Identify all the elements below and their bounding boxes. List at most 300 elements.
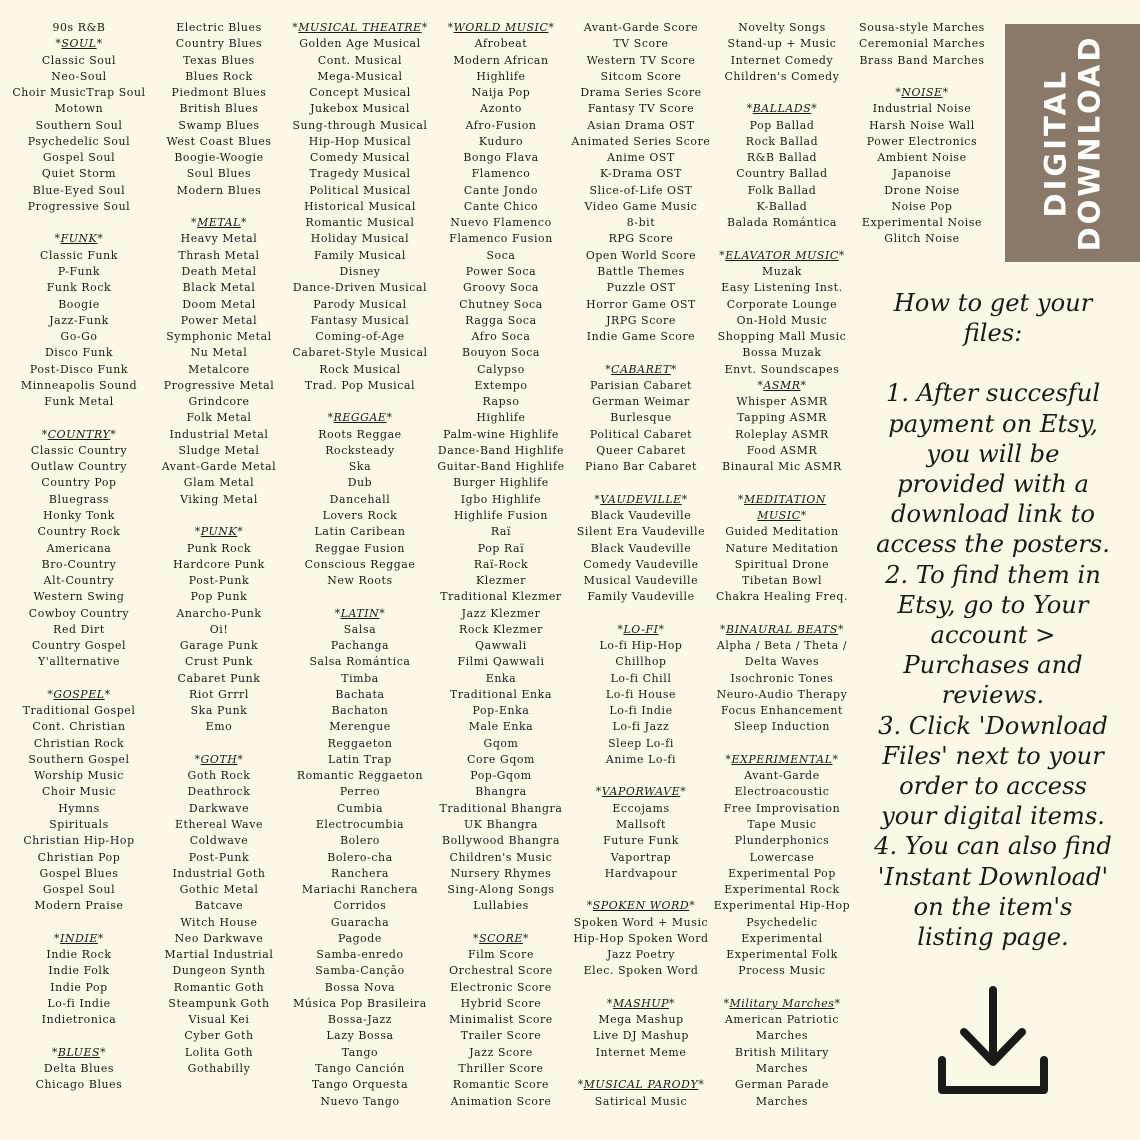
genre-item: Raï (490, 525, 512, 539)
genre-item: Internet Meme (595, 1045, 687, 1059)
blank-line (570, 606, 712, 622)
genre-item: Jukebox Musical (310, 102, 410, 116)
category-heading: *INDIE* (54, 931, 104, 945)
genre-item: Hip-Hop Musical (308, 134, 412, 148)
genre-item: Dance-Driven Musical (292, 281, 428, 295)
genre-item: Cante Chico (463, 199, 539, 213)
genre-item: Guided Meditation (725, 525, 839, 539)
category-heading: *BALLADS* (746, 102, 818, 116)
genre-item: Indie Game Score (586, 330, 696, 344)
blank-line (148, 199, 290, 215)
category-heading: *GOSPEL* (47, 687, 111, 701)
genre-item: Disco Funk (44, 346, 114, 360)
genre-item: Guitar-Band Highlife (437, 460, 565, 474)
genre-item: Latin Caribean (314, 525, 406, 539)
genre-item: Symphonic Metal (166, 330, 272, 344)
genre-item: Isochronic Tones (730, 671, 834, 685)
genre-item: Ranchera (330, 866, 389, 880)
genre-item: Bhangra (475, 785, 527, 799)
genre-item: Comedy Vaudeville (583, 557, 699, 571)
genre-item: Chutney Soca (459, 297, 543, 311)
genre-item: Tragedy Musical (309, 167, 411, 181)
genre-item: Ethereal Wave (174, 818, 263, 832)
genre-item: Tango Orquesta (311, 1078, 409, 1092)
genre-item: Historical Musical (304, 199, 416, 213)
genre-item: Chicago Blues (35, 1078, 123, 1092)
genre-item: Traditional Gospel (22, 704, 136, 718)
category-heading: *REGGAE* (327, 411, 393, 425)
genre-item: JRPG Score (606, 313, 676, 327)
genre-item: Salsa (343, 622, 377, 636)
instructions-step-4: 4. You can also find 'Instant Download' on the item's listing page. (874, 832, 1112, 952)
genre-item: Latin Trap (328, 752, 392, 766)
genre-item: Family Vaudeville (587, 590, 695, 604)
genre-item: Harsh Noise Wall (869, 118, 975, 132)
category-heading: MUSIC* (757, 508, 807, 522)
genre-item: Pop-Gqom (470, 769, 532, 783)
genre-item: Indie Folk (48, 964, 110, 978)
genre-item: Riot Grrrl (189, 687, 249, 701)
genre-item: Disney (339, 264, 381, 278)
genre-item: Lolita Goth (184, 1045, 254, 1059)
genre-item: Metalcore (188, 362, 250, 376)
badge-text (1039, 35, 1107, 252)
genre-item: Future Funk (603, 834, 679, 848)
genre-item: Spiritual Drone (734, 557, 830, 571)
genre-item: Spirituals (49, 818, 109, 832)
genre-item: 8-bit (626, 216, 656, 230)
genre-item: Bolero (340, 834, 380, 848)
genre-item: Orchestral Score (449, 964, 553, 978)
genre-item: Coming-of-Age (315, 330, 405, 344)
genre-item: Tango Canción (315, 1062, 405, 1075)
genre-item: Lo-fi House (605, 687, 677, 701)
download-icon (934, 982, 1052, 1100)
genre-item: Political Musical (309, 183, 411, 197)
genre-item: UK Bhangra (464, 818, 538, 832)
genre-item: Garage Punk (179, 639, 259, 653)
genre-item: Children's Comedy (724, 69, 840, 83)
blank-line (711, 475, 853, 491)
genre-item: Black Vaudeville (590, 541, 692, 555)
category-heading: *GOTH* (194, 752, 244, 766)
category-heading: *MUSICAL THEATRE* (292, 21, 428, 34)
category-heading: *Military Marches* (723, 996, 841, 1010)
genre-item: Cyber Goth (184, 1029, 254, 1043)
genre-item: Perreo (339, 785, 381, 799)
category-heading: *SOUL* (55, 37, 103, 51)
genre-item: Afro-Fusion (465, 118, 537, 132)
genre-item: Ska Punk (190, 704, 248, 718)
genre-item: Experimental Rock (724, 883, 840, 897)
category-heading: *MEDITATION (737, 492, 827, 506)
genre-item: Rock Ballad (745, 134, 819, 148)
genre-item: Romantic Score (452, 1078, 550, 1092)
genre-item: Go-Go (60, 330, 98, 344)
genre-item: Nature Meditation (725, 541, 839, 555)
genre-item: Glitch Noise (884, 232, 960, 246)
genre-item: Indie Pop (50, 980, 108, 994)
category-heading: *NOISE* (895, 86, 949, 100)
blank-line (8, 915, 150, 931)
genre-item: Tibetan Bowl (741, 574, 823, 588)
genre-item: Southern Gospel (28, 752, 130, 766)
genre-item: Ragga Soca (465, 313, 537, 327)
genre-item: Southern Soul (35, 118, 123, 132)
genre-item: Delta Blues (43, 1062, 115, 1075)
genre-item: Classic Country (30, 443, 128, 457)
genre-item: Naija Pop (471, 86, 531, 100)
genre-item: Classic Soul (41, 53, 117, 67)
genre-item: Pop Punk (190, 590, 248, 604)
genre-item: Anime OST (607, 151, 675, 165)
genre-item: Conscious Reggae (304, 557, 416, 571)
genre-item: Dance-Band Highlife (437, 443, 565, 457)
genre-item: Sousa-style Marches (859, 21, 985, 34)
category-heading: *COUNTRY* (41, 427, 117, 441)
genre-item: Spoken Word + Music (573, 915, 709, 929)
genre-item: Cante Jondo (463, 183, 539, 197)
genre-item: Honky Tonk (43, 508, 115, 522)
genre-item: Christian Pop (37, 850, 121, 864)
digital-download-badge (1005, 24, 1140, 262)
genre-item: Electrocumbia (315, 818, 405, 832)
genre-item: Puzzle OST (606, 281, 676, 295)
genre-item: Lullabies (473, 899, 529, 913)
instructions-title: How to get your files: (893, 289, 1093, 348)
genre-item: Outlaw Country (30, 460, 128, 474)
genre-item: Americana (46, 541, 112, 555)
genre-item: Highlife (476, 69, 526, 83)
genre-item: Chillhop (615, 655, 667, 669)
blank-line (8, 410, 150, 426)
genre-item: Modern Praise (34, 899, 124, 913)
genre-item: Lo-fi Hip-Hop (599, 639, 683, 653)
genre-item: Drone Noise (884, 183, 960, 197)
genre-item: Merengue (329, 720, 391, 734)
genre-item: Live DJ Mashup (593, 1029, 689, 1043)
badge-line-1: DIGITAL (1038, 68, 1073, 218)
genre-item: Motown (54, 102, 104, 116)
genre-item: Trad. Pop Musical (304, 378, 416, 392)
genre-item: Alpha / Beta / Theta / (716, 639, 848, 653)
genre-item: Avant-Garde (744, 769, 820, 783)
genre-item: Bro-Country (41, 557, 117, 571)
genre-item: Rapso (482, 395, 520, 409)
genre-item: Rock Klezmer (459, 622, 543, 636)
genre-item: Comedy Musical (310, 151, 410, 165)
instructions-step-3: 3. Click 'Download Files' next to your order to access your digital items. (878, 711, 1108, 831)
genre-item: Cont. Christian (32, 720, 126, 734)
genre-item: 90s R&B (52, 21, 106, 34)
genre-item: Fantasy TV Score (587, 102, 695, 116)
genre-item: Drama Series Score (580, 86, 702, 100)
genre-item: Choir MusicTrap Soul (12, 86, 146, 100)
genre-item: RPG Score (608, 232, 674, 246)
genre-item: Battle Themes (597, 264, 685, 278)
genre-item: Alt-Country (43, 574, 115, 588)
genre-item: Golden Age Musical (299, 37, 421, 51)
genre-item: Children's Music (449, 850, 553, 864)
genre-item: Salsa Romántica (309, 655, 411, 669)
genre-item: Free Improvisation (723, 801, 841, 815)
genre-item: Power Soca (465, 264, 537, 278)
genre-item: K-Ballad (756, 199, 808, 213)
genre-item: Roots Reggae (318, 427, 402, 441)
genre-item: Lo-fi Indie (609, 704, 673, 718)
genre-column-5 (570, 20, 712, 1110)
genre-item: Sitcom Score (600, 69, 682, 83)
genre-item: Parody Musical (313, 297, 407, 311)
genre-item: Electric Blues (176, 21, 262, 34)
genre-item: Country Ballad (736, 167, 828, 181)
genre-item: Soul Blues (186, 167, 252, 181)
genre-item: Bossa Muzak (742, 346, 822, 360)
category-heading: *FUNK* (54, 232, 104, 246)
genre-item: Nu Metal (190, 346, 248, 360)
genre-item: Black Metal (182, 281, 256, 295)
category-heading: *CABARET* (605, 362, 677, 376)
genre-item: Burlesque (610, 411, 672, 425)
genre-item: Queer Cabaret (596, 443, 686, 457)
genre-item: Reggae Fusion (314, 541, 405, 555)
genre-item: Musical Vaudeville (583, 574, 699, 588)
genre-item: Flamenco Fusion (449, 232, 553, 246)
genre-item: Sludge Metal (178, 443, 260, 457)
category-heading: *METAL* (191, 216, 247, 230)
genre-item: Psychedelic Soul (27, 134, 131, 148)
genre-item: Witch House (180, 915, 258, 929)
genre-item: Highlife (476, 411, 526, 425)
genre-item: Anarcho-Punk (176, 606, 262, 620)
genre-item: Steampunk Goth (168, 996, 270, 1010)
genre-item: Sing-Along Songs (447, 883, 555, 897)
genre-item: British Blues (179, 102, 259, 116)
genre-item: Choir Music (42, 785, 116, 799)
genre-item: Internet Comedy (730, 53, 834, 67)
genre-item: Binaural Mic ASMR (722, 460, 842, 474)
genre-item: Guaracha (330, 915, 390, 929)
genre-item: Cumbia (336, 801, 384, 815)
genre-item: Christian Rock (33, 736, 125, 750)
category-heading: *VAPORWAVE* (595, 785, 687, 799)
genre-item: Envt. Soundscapes (724, 362, 840, 376)
genre-item: Enka (485, 671, 517, 685)
genre-item: Dub (347, 476, 373, 490)
genre-item: Delta Waves (744, 655, 820, 669)
genre-item: Romantic Reggaeton (296, 769, 424, 783)
genre-item: Blues Rock (185, 69, 253, 83)
genre-item: Gospel Soul (42, 883, 116, 897)
genre-item: Experimental Folk (726, 948, 838, 962)
genre-item: Cowboy Country (28, 606, 130, 620)
category-heading: *ELAVATOR MUSIC* (719, 248, 845, 262)
category-heading: *ASMR* (757, 378, 807, 392)
genre-item: Gqom (483, 736, 519, 750)
category-heading: *VAUDEVILLE* (594, 492, 688, 506)
blank-line (430, 915, 572, 931)
genre-item: Process Music (738, 964, 826, 978)
category-heading: *LATIN* (334, 606, 386, 620)
genre-item: Neuro-Audio Therapy (716, 687, 848, 701)
genre-item: Groovy Soca (463, 281, 539, 295)
category-heading: *SCORE* (473, 931, 529, 945)
genre-item: Quiet Storm (41, 167, 117, 181)
genre-item: Rock Musical (319, 362, 401, 376)
genre-item: German Parade (735, 1078, 829, 1092)
genre-item: Deathrock (187, 785, 251, 799)
genre-item: On-Hold Music (736, 313, 828, 327)
genre-item: Cabaret Punk (177, 671, 261, 685)
genre-item: Batcave (194, 899, 244, 913)
genre-item: Texas Blues (183, 53, 255, 67)
genre-column-3 (289, 20, 431, 1110)
blank-line (851, 69, 993, 85)
instructions-step-2: 2. To find them in Etsy, go to Your account > Purchases and reviews. (885, 560, 1101, 710)
genre-item: Death Metal (181, 264, 257, 278)
genre-item: Horror Game OST (586, 297, 696, 311)
genre-item: Trailer Score (460, 1029, 542, 1043)
genre-item: Bachata (335, 687, 385, 701)
genre-item: Gothabilly (187, 1062, 251, 1075)
genre-item: Bossa Nova (324, 980, 396, 994)
genre-item: Neo Darkwave (174, 931, 264, 945)
genre-item: Electronic Score (450, 980, 552, 994)
genre-item: Nursery Rhymes (450, 866, 552, 880)
genre-item: Boogie-Woogie (174, 151, 264, 165)
genre-item: Mega-Musical (317, 69, 403, 83)
blank-line (8, 215, 150, 231)
genre-item: Punk Rock (186, 541, 252, 555)
genre-item: Post-Disco Funk (29, 362, 129, 376)
genre-item: Neo-Soul (51, 69, 107, 83)
genre-item: Piedmont Blues (171, 86, 267, 100)
blank-line (711, 736, 853, 752)
genre-item: Bouyon Soca (462, 346, 540, 360)
category-heading: *LO-FI* (617, 622, 665, 636)
genre-item: Industrial Metal (169, 427, 269, 441)
genre-item: Modern Blues (176, 183, 262, 197)
genre-item: Family Musical (314, 248, 406, 262)
genre-item: Indie Rock (46, 948, 112, 962)
genre-item: Experimental Pop (728, 866, 836, 880)
genre-item: Rocksteady (325, 443, 395, 457)
genre-item: Slice-of-Life OST (589, 183, 693, 197)
genre-item: Mariachi Ranchera (301, 883, 419, 897)
genre-item: Bluegrass (48, 492, 110, 506)
genre-item: Anime Lo-fi (605, 752, 677, 766)
genre-item: Red Dirt (53, 622, 105, 636)
genre-item: Animated Series Score (571, 134, 711, 148)
genre-item: Doom Metal (182, 297, 256, 311)
genre-item: Afro Soca (471, 330, 531, 344)
blank-line (570, 345, 712, 361)
blank-line (711, 231, 853, 247)
genre-item: Western Swing (33, 590, 125, 604)
genre-item: Lovers Rock (322, 508, 398, 522)
genre-item: Parisian Cabaret (590, 378, 692, 392)
genre-item: Classic Funk (40, 248, 118, 262)
category-heading: *WORLD MUSIC* (447, 21, 555, 34)
genre-item: Stand-up + Music (727, 37, 837, 51)
blank-line (570, 768, 712, 784)
genre-item: Christian Hip-Hop (23, 834, 135, 848)
genre-item: Asian Drama OST (587, 118, 695, 132)
blank-line (570, 882, 712, 898)
genre-item: Country Gospel (31, 639, 127, 653)
genre-item: Bolero-cha (327, 850, 393, 864)
genre-item: Noise Pop (891, 199, 953, 213)
genre-item: Oi! (209, 622, 229, 636)
genre-item: Corporate Lounge (726, 297, 838, 311)
genre-item: Folk Metal (186, 411, 252, 425)
genre-item: Experimental Hip-Hop (713, 899, 851, 913)
genre-item: Folk Ballad (747, 183, 817, 197)
genre-item: Worship Music (34, 769, 124, 783)
genre-item: Lo-fi Chill (610, 671, 672, 685)
genre-column-6 (711, 20, 853, 1110)
genre-item: Pop-Enka (472, 704, 530, 718)
genre-item: Klezmer (476, 574, 526, 588)
genre-column-4 (430, 20, 572, 1110)
genre-item: Cabaret-Style Musical (292, 346, 428, 360)
genre-item: Marches (755, 1062, 809, 1075)
genre-item: Martial Industrial (164, 948, 274, 962)
genre-item: Fantasy Musical (310, 313, 410, 327)
blank-line (711, 980, 853, 996)
genre-item: R&B Ballad (746, 151, 818, 165)
genre-item: Experimental Noise (861, 216, 983, 230)
genre-item: American Patriotic (724, 1013, 840, 1027)
genre-item: Minimalist Score (449, 1013, 553, 1027)
genre-item: Core Gqom (467, 752, 535, 766)
genre-item: Video Game Music (584, 199, 698, 213)
blank-line (711, 606, 853, 622)
blank-line (289, 589, 431, 605)
genre-item: Japanoise (892, 167, 952, 181)
genre-item: Jazz Klezmer (461, 606, 541, 620)
genre-item: Cont. Musical (317, 53, 403, 67)
category-heading: *BINAURAL BEATS* (719, 622, 845, 636)
genre-item: Lo-fi Jazz (612, 720, 670, 734)
genre-item: P-Funk (57, 264, 101, 278)
genre-item: Highlife Fusion (453, 508, 549, 522)
genre-item: Silent Era Vaudeville (576, 525, 706, 539)
genre-item: Reggaeton (327, 736, 393, 750)
genre-item: Male Enka (468, 720, 534, 734)
genre-item: Gospel Blues (39, 866, 119, 880)
genre-item: Progressive Metal (163, 378, 275, 392)
genre-item: Timba (341, 671, 379, 685)
blank-line (148, 736, 290, 752)
genre-item: Funk Rock (46, 281, 112, 295)
genre-item: Ambient Noise (877, 151, 967, 165)
genre-item: Avant-Garde Score (583, 21, 699, 34)
genre-item: Psychedelic (746, 915, 818, 929)
genre-item: Marches (755, 1094, 809, 1108)
genre-item: Modern African (453, 53, 549, 67)
genre-item: Sleep Lo-fi (608, 736, 674, 750)
genre-item: Country Pop (41, 476, 117, 490)
genre-item: Traditional Enka (450, 687, 552, 701)
genre-item: New Roots (327, 574, 393, 588)
genre-item: Food ASMR (746, 443, 818, 457)
genre-item: Hymns (58, 801, 100, 815)
genre-item: Bachaton (331, 704, 389, 718)
genre-item: Post-Punk (188, 850, 250, 864)
genre-item: Concept Musical (309, 86, 411, 100)
genre-item: Political Cabaret (589, 427, 693, 441)
